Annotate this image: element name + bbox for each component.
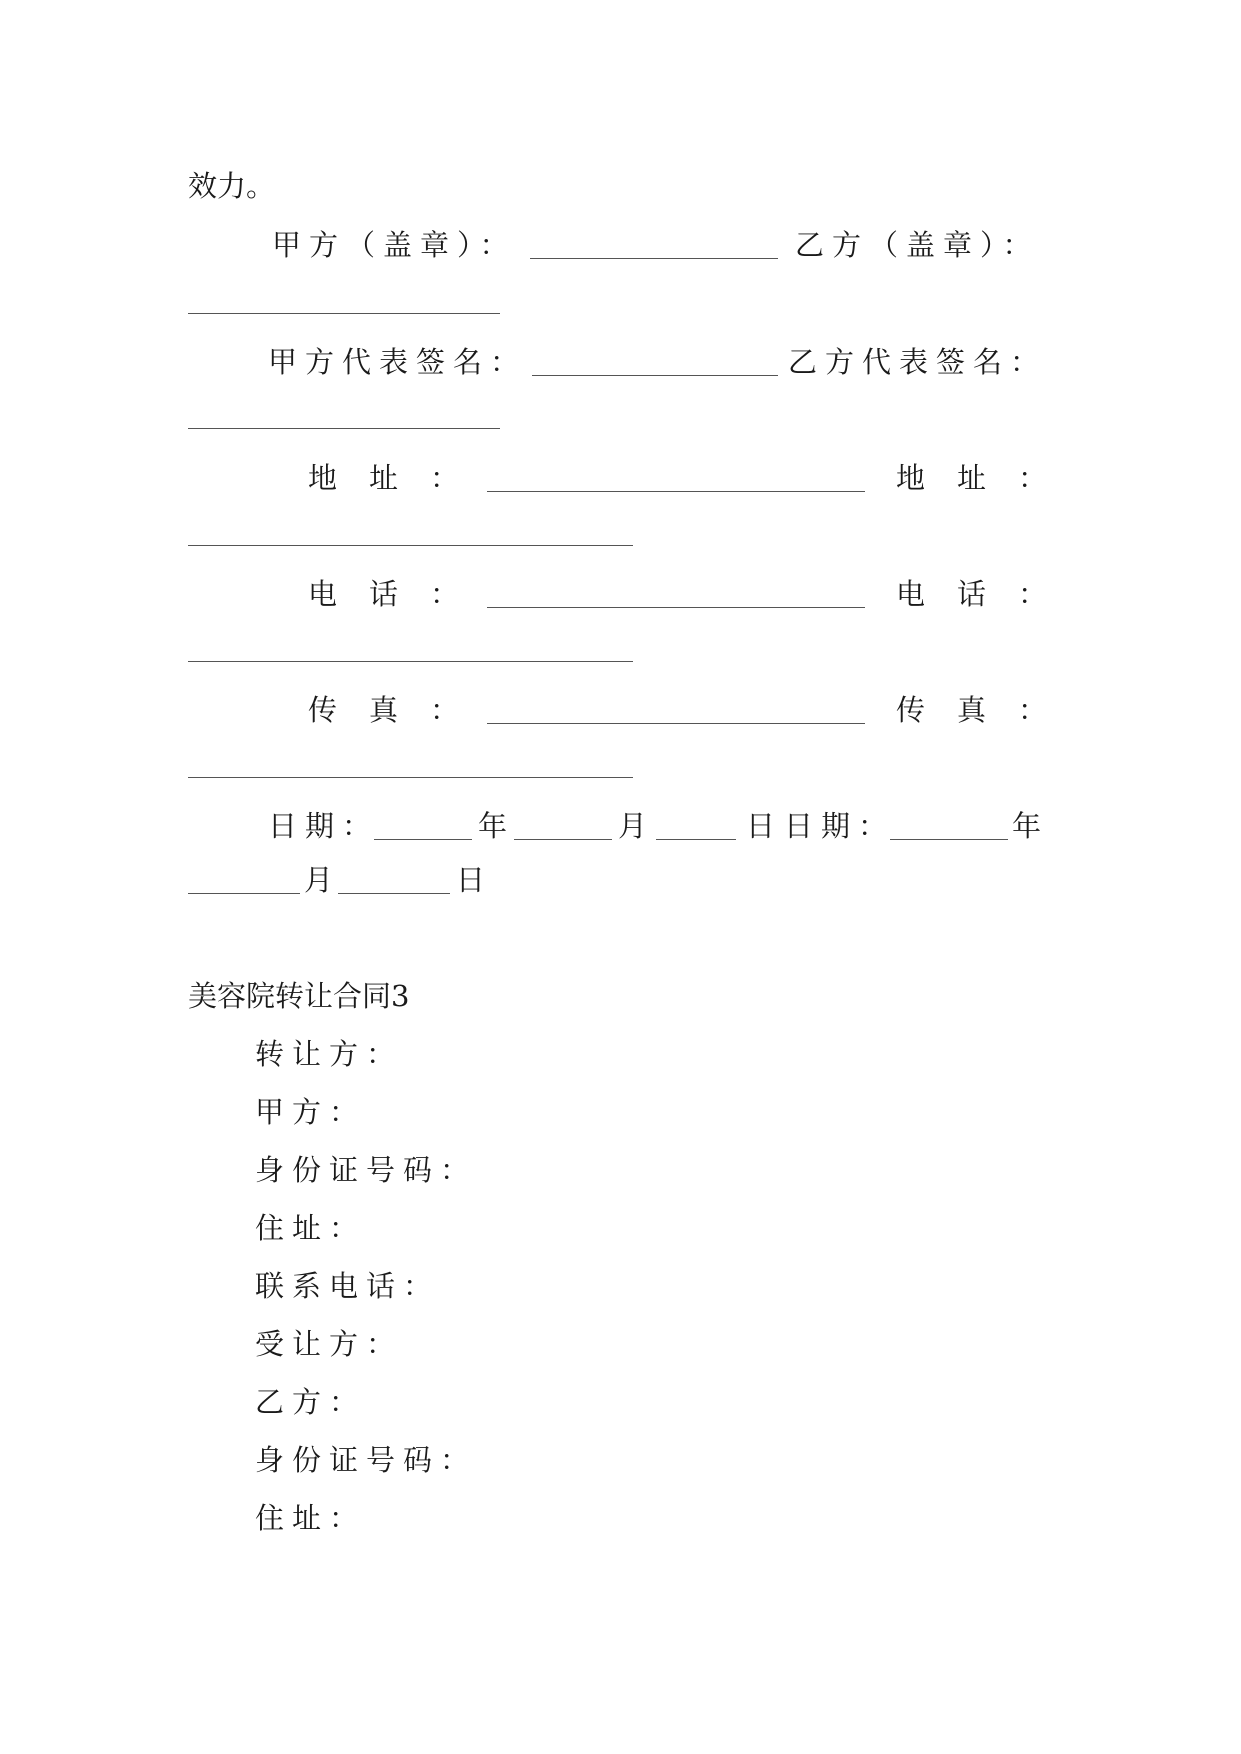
fax-a-blank[interactable] (487, 723, 865, 724)
date-a-label: 日期： (268, 809, 380, 843)
item-transferee: 受让方： (255, 1327, 404, 1361)
item-id-number-a: 身份证号码： (255, 1153, 478, 1187)
party-b-rep-blank[interactable] (188, 428, 500, 429)
address-a-blank[interactable] (487, 491, 865, 492)
party-a-rep-blank[interactable] (532, 375, 778, 376)
address-b-blank[interactable] (188, 545, 633, 546)
party-b-rep-label: 乙方代表签名： (788, 345, 1048, 379)
fax-b-label: 传真： (896, 693, 1080, 727)
phone-a-label: 电话： (308, 577, 492, 611)
item-party-a: 甲方： (255, 1095, 367, 1129)
party-b-seal-blank[interactable] (188, 313, 500, 314)
date-a-day: 日 (746, 809, 776, 843)
phone-a-blank[interactable] (487, 607, 865, 608)
date-a-month: 月 (618, 809, 648, 843)
fax-b-blank[interactable] (188, 777, 633, 778)
fax-a-label: 传真： (308, 693, 492, 727)
item-id-number-b: 身份证号码： (255, 1443, 478, 1477)
party-b-seal-label: 乙方（盖章）： (795, 228, 1040, 262)
paragraph-end: 效力。 (188, 169, 276, 203)
section-title: 美容院转让合同3 (188, 979, 410, 1013)
date-b-day: 日 (456, 863, 486, 897)
phone-b-label: 电话： (896, 577, 1080, 611)
item-contact-phone-a: 联系电话： (255, 1269, 441, 1303)
date-b-day-blank[interactable] (338, 893, 450, 894)
date-a-month-blank[interactable] (514, 839, 612, 840)
phone-b-blank[interactable] (188, 661, 633, 662)
date-a-year-blank[interactable] (374, 839, 472, 840)
date-b-year: 年 (1012, 809, 1042, 843)
date-b-label: 日期： (784, 809, 896, 843)
item-transferor: 转让方： (255, 1037, 404, 1071)
party-a-seal-label: 甲方（盖章）： (272, 228, 517, 262)
date-a-year: 年 (478, 809, 508, 843)
date-b-year-blank[interactable] (890, 839, 1008, 840)
item-party-b: 乙方： (255, 1385, 367, 1419)
party-a-rep-label: 甲方代表签名： (268, 345, 528, 379)
date-b-month: 月 (304, 863, 334, 897)
address-a-label: 地址： (308, 461, 492, 495)
item-address-a: 住址： (255, 1211, 367, 1245)
date-b-month-blank[interactable] (188, 893, 300, 894)
address-b-label: 地址： (896, 461, 1080, 495)
date-a-day-blank[interactable] (656, 839, 736, 840)
item-address-b: 住址： (255, 1501, 367, 1535)
party-a-seal-blank[interactable] (530, 258, 778, 259)
